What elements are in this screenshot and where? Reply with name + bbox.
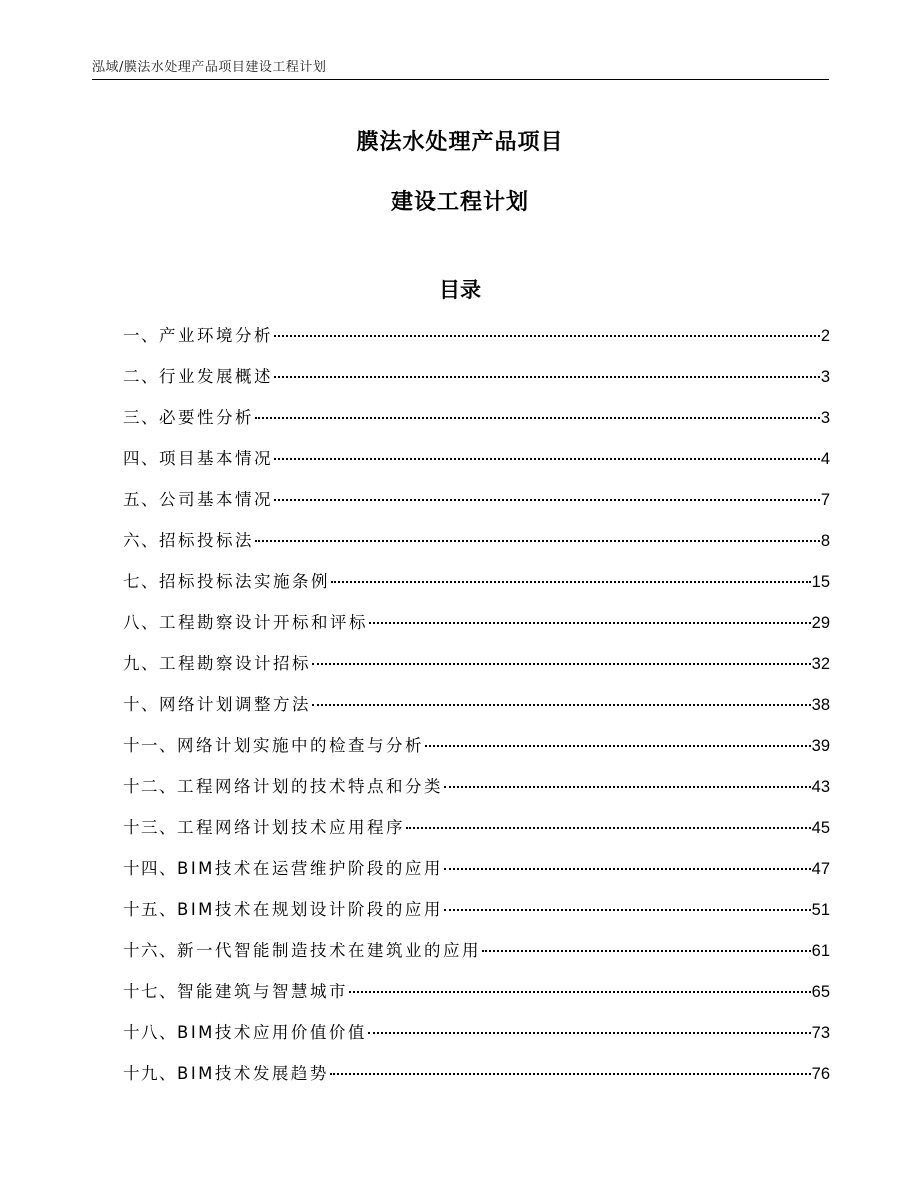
toc-entry[interactable] (123, 650, 830, 691)
toc-entry-page: 65 (811, 983, 830, 1001)
toc-entry-title: 行业发展概述 (159, 367, 273, 386)
toc-entry-page: 45 (811, 819, 830, 837)
toc-entry[interactable] (123, 322, 830, 363)
toc-entry-title: BIM技术在运营维护阶段的应用 (177, 859, 443, 878)
toc-entry-title: 公司基本情况 (159, 490, 273, 509)
toc-entry-page: 2 (820, 327, 830, 345)
toc-dot-leader (274, 499, 820, 501)
toc-entry[interactable] (123, 363, 830, 404)
toc-entry-page: 4 (820, 450, 830, 468)
toc-entry-page: 15 (811, 573, 830, 591)
toc-entry-page: 32 (811, 655, 830, 673)
document-subtitle: 建设工程计划 (390, 190, 529, 215)
toc-entry[interactable] (123, 486, 830, 527)
toc-entry-number: 十六、 (123, 941, 177, 960)
toc-entry[interactable] (123, 814, 830, 855)
toc-entry-number: 十一、 (123, 736, 177, 755)
toc-entry-number: 十、 (123, 695, 159, 714)
toc-entry[interactable] (123, 568, 830, 609)
toc-entry-title: BIM技术应用价值价值 (177, 1023, 367, 1042)
toc-entry-title: BIM技术发展趋势 (177, 1064, 329, 1083)
toc-entry[interactable] (123, 855, 830, 896)
toc-entry-number: 一、 (123, 326, 159, 345)
toc-dot-leader (368, 1032, 811, 1034)
toc-entry[interactable] (123, 609, 830, 650)
toc-entry-number: 四、 (123, 449, 159, 468)
toc-entry[interactable] (123, 937, 830, 978)
toc-entry[interactable] (123, 445, 830, 486)
toc-entry-title: 工程网络计划的技术特点和分类 (177, 777, 443, 796)
toc-dot-leader (369, 622, 811, 624)
toc-entry-number: 三、 (123, 408, 159, 427)
running-header: 泓域/膜法水处理产品项目建设工程计划 (92, 60, 327, 75)
toc-entry-title: 新一代智能制造技术在建筑业的应用 (177, 941, 481, 960)
toc-entry-number: 六、 (123, 531, 159, 550)
toc-entry-page: 7 (820, 491, 830, 509)
toc-dot-leader (406, 827, 811, 829)
toc-entry-page: 3 (820, 409, 830, 427)
toc-entry-number: 十九、 (123, 1064, 177, 1083)
toc-entry-title: 工程勘察设计开标和评标 (159, 613, 368, 632)
toc-entry-title: 必要性分析 (159, 408, 254, 427)
toc-dot-leader (444, 868, 811, 870)
toc-entry-number: 二、 (123, 367, 159, 386)
toc-entry[interactable] (123, 773, 830, 814)
toc-entry-number: 十八、 (123, 1023, 177, 1042)
toc-dot-leader (274, 458, 820, 460)
toc-entry[interactable] (123, 896, 830, 937)
toc-dot-leader (349, 991, 811, 993)
header-divider (92, 79, 829, 80)
toc-entry-page: 3 (820, 368, 830, 386)
toc-entry[interactable] (123, 732, 830, 773)
toc-dot-leader (312, 663, 811, 665)
toc-entry[interactable] (123, 978, 830, 1019)
toc-entry-page: 8 (820, 532, 830, 550)
toc-entry-number: 八、 (123, 613, 159, 632)
toc-entry[interactable] (123, 527, 830, 568)
toc-entry-number: 十五、 (123, 900, 177, 919)
toc-entry[interactable] (123, 1019, 830, 1060)
toc-entry-number: 十四、 (123, 859, 177, 878)
document-title: 膜法水处理产品项目 (356, 130, 564, 155)
toc-entry-title: 网络计划调整方法 (159, 695, 311, 714)
toc-entry-title: 智能建筑与智慧城市 (177, 982, 348, 1001)
toc-entry-page: 43 (811, 778, 830, 796)
toc-dot-leader (444, 909, 811, 911)
toc-dot-leader (312, 704, 811, 706)
toc-entry-number: 七、 (123, 572, 159, 591)
toc-entry-title: 招标投标法实施条例 (159, 572, 330, 591)
toc-dot-leader (274, 376, 820, 378)
toc-entry-title: BIM技术在规划设计阶段的应用 (177, 900, 443, 919)
toc-entry[interactable] (123, 1060, 830, 1101)
toc-entry-page: 39 (811, 737, 830, 755)
toc-entry-title: 工程网络计划技术应用程序 (177, 818, 405, 837)
toc-entry-page: 47 (811, 860, 830, 878)
toc-entry-page: 73 (811, 1024, 830, 1042)
toc-entry-page: 76 (811, 1065, 830, 1083)
table-of-contents (123, 322, 830, 1101)
toc-entry-number: 五、 (123, 490, 159, 509)
toc-entry-number: 九、 (123, 654, 159, 673)
toc-entry-page: 29 (811, 614, 830, 632)
toc-dot-leader (255, 417, 820, 419)
toc-heading: 目录 (439, 278, 481, 302)
toc-dot-leader (274, 335, 820, 337)
toc-entry-title: 工程勘察设计招标 (159, 654, 311, 673)
toc-entry-page: 61 (811, 942, 830, 960)
toc-entry-number: 十二、 (123, 777, 177, 796)
toc-dot-leader (482, 950, 811, 952)
toc-entry-title: 网络计划实施中的检查与分析 (177, 736, 424, 755)
toc-entry-page: 51 (811, 901, 830, 919)
toc-entry-number: 十三、 (123, 818, 177, 837)
toc-dot-leader (331, 581, 811, 583)
toc-entry-number: 十七、 (123, 982, 177, 1001)
toc-dot-leader (425, 745, 811, 747)
toc-dot-leader (255, 540, 820, 542)
toc-entry-title: 项目基本情况 (159, 449, 273, 468)
toc-entry[interactable] (123, 404, 830, 445)
toc-entry[interactable] (123, 691, 830, 732)
toc-entry-title: 招标投标法 (159, 531, 254, 550)
toc-dot-leader (444, 786, 811, 788)
toc-entry-page: 38 (811, 696, 830, 714)
toc-entry-title: 产业环境分析 (159, 326, 273, 345)
toc-dot-leader (330, 1073, 811, 1075)
